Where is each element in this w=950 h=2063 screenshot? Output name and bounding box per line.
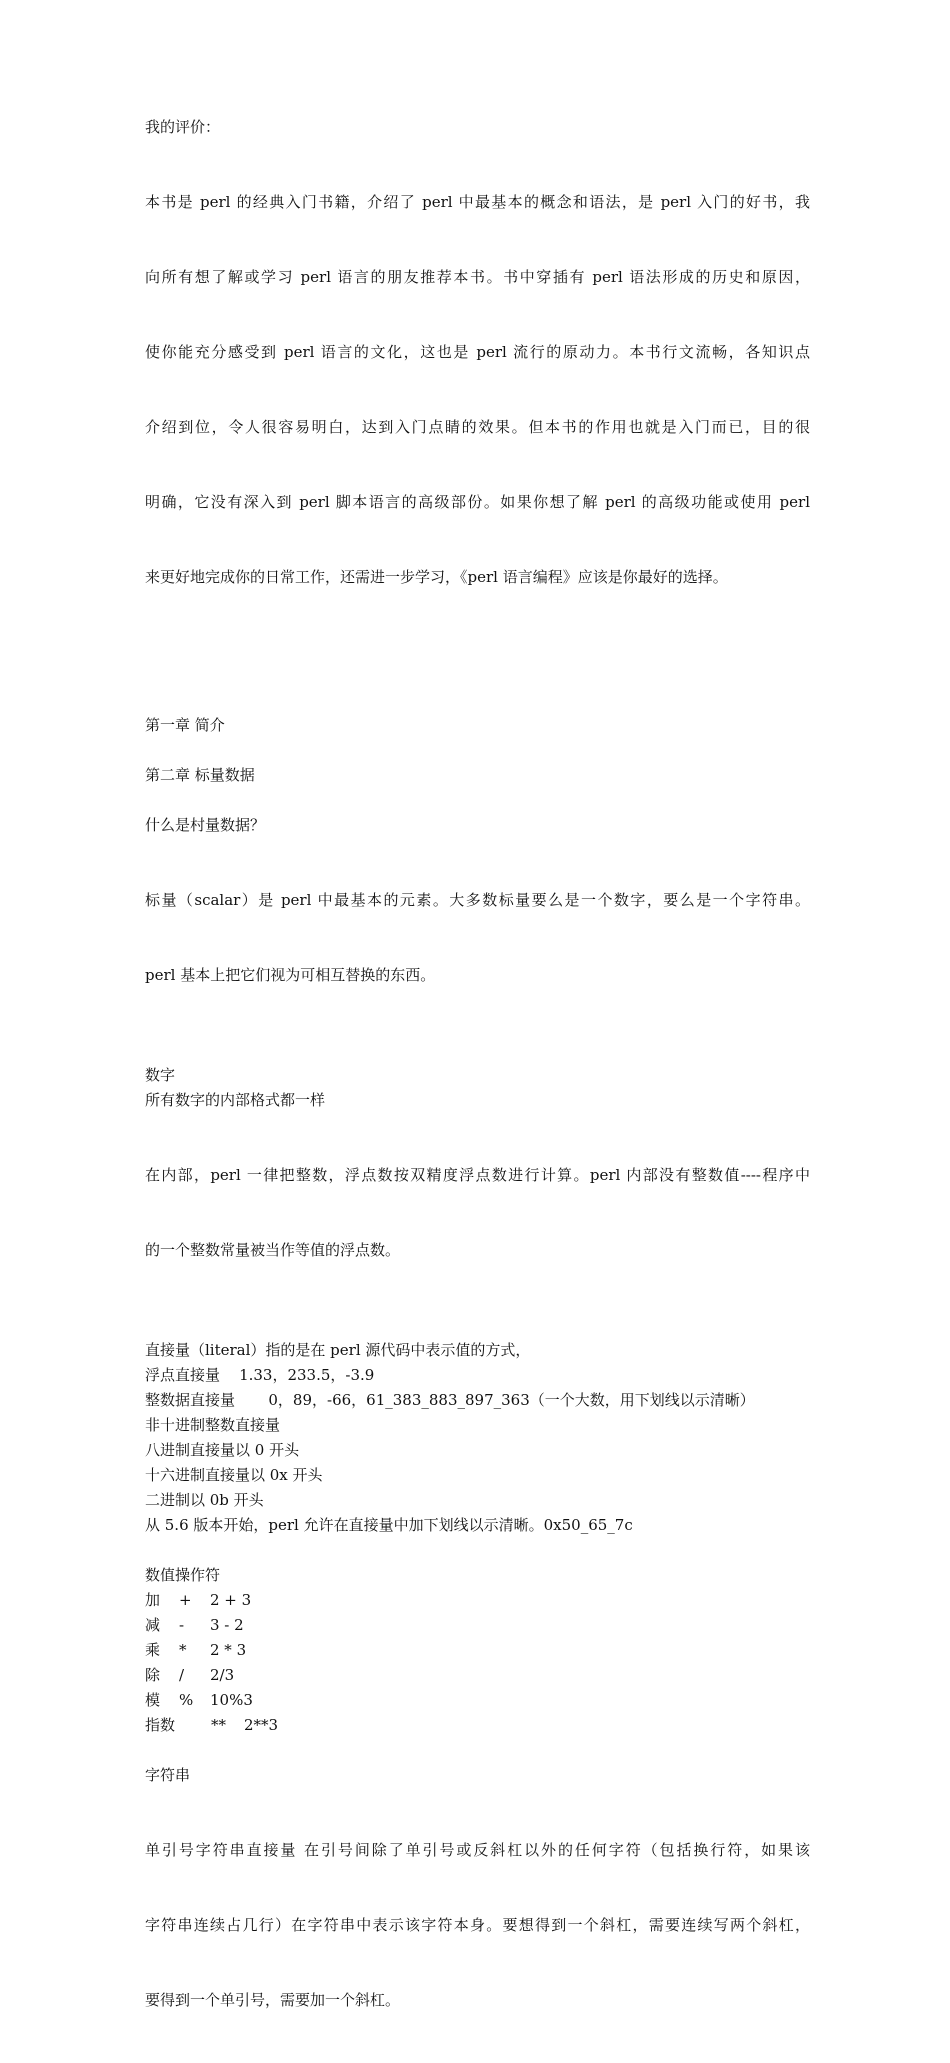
operator-symbol: - <box>179 1616 185 1634</box>
strings-line: 单引号字符串直接量 在引号间除了单引号或反斜杠以外的任何字符（包括换行符，如果该 <box>145 1841 810 1859</box>
scalar-line: perl 基本上把它们视为可相互替换的东西。 <box>145 966 436 984</box>
scalar-line: 标量（scalar）是 perl 中最基本的元素。大多数标量要么是一个数字，要么是一个字符串。 <box>145 891 810 909</box>
strings-paragraph <box>145 1788 810 2063</box>
review-line: 向所有想了解或学习 perl 语言的朋友推荐本书。书中穿插有 perl 语法形成的历史和原因， <box>145 268 810 286</box>
literal-nondecimal: 非十进制整数直接量 <box>145 1416 281 1434</box>
operator-example: 2/3 <box>210 1666 235 1684</box>
operator-symbol: / <box>179 1666 185 1684</box>
literal-underscore: 从 5.6 版本开始，perl 允许在直接量中加下划线以示清晰。0x50_65_7c <box>145 1516 633 1534</box>
strings-heading: 字符串 <box>145 1766 191 1784</box>
review-line: 明确，它没有深入到 perl 脚本语言的高级部份。如果你想了解 perl 的高级功能或使用 perl <box>145 493 810 511</box>
operator-example: 2 + 3 <box>210 1591 252 1609</box>
review-line: 本书是 perl 的经典入门书籍，介绍了 perl 中最基本的概念和语法，是 perl 入门的好书，我 <box>145 193 810 211</box>
operator-example: 2**3 <box>244 1716 279 1734</box>
operator-symbol: + <box>179 1591 192 1609</box>
operator-row <box>145 1663 810 1688</box>
literal-octal: 八进制直接量以 0 开头 <box>145 1441 300 1459</box>
operator-example: 3 - 2 <box>210 1616 244 1634</box>
numbers-line: 所有数字的内部格式都一样 <box>145 1091 326 1109</box>
chapter-2-title: 第二章 标量数据 <box>145 766 255 784</box>
operator-example: 10%3 <box>210 1691 253 1709</box>
operator-name: 模 <box>145 1691 161 1709</box>
literal-float: 浮点直接量 1.33，233.5，-3.9 <box>145 1366 375 1384</box>
operators-heading: 数值操作符 <box>145 1566 221 1584</box>
review-paragraph <box>145 140 810 640</box>
operator-name: 减 <box>145 1616 161 1634</box>
review-line: 使你能充分感受到 perl 语言的文化，这也是 perl 流行的原动力。本书行文流畅，各知识点 <box>145 343 810 361</box>
scalar-paragraph <box>145 838 810 1038</box>
operator-name: 加 <box>145 1591 161 1609</box>
literal-intro: 直接量（literal）指的是在 perl 源代码中表示值的方式， <box>145 1341 531 1359</box>
chapter-1-title: 第一章 简介 <box>145 716 225 734</box>
review-line: 介绍到位，令人很容易明白，达到入门点睛的效果。但本书的作用也就是入门而已，目的很 <box>145 418 810 436</box>
operator-row <box>145 1613 810 1638</box>
review-line: 来更好地完成你的日常工作，还需进一步学习，《perl 语言编程》应该是你最好的选择。 <box>145 568 728 586</box>
literal-integer: 整数据直接量 0，89，-66，61_383_883_897_363（一个大数，用下划线以示清晰） <box>145 1391 755 1409</box>
operator-name: 指数 <box>145 1716 176 1734</box>
operator-symbol: % <box>179 1691 194 1709</box>
operator-row <box>145 1688 810 1713</box>
scalar-heading: 什么是村量数据？ <box>145 816 266 834</box>
operator-name: 除 <box>145 1666 161 1684</box>
numbers-heading: 数字 <box>145 1066 176 1084</box>
literal-hex: 十六进制直接量以 0x 开头 <box>145 1466 323 1484</box>
operator-symbol: ** <box>211 1716 226 1734</box>
operator-row <box>145 1638 810 1663</box>
strings-line: 要得到一个单引号，需要加一个斜杠。 <box>145 1991 401 2009</box>
operator-example: 2 * 3 <box>210 1641 247 1659</box>
operator-name: 乘 <box>145 1641 161 1659</box>
review-heading: 我的评价： <box>145 118 221 136</box>
operator-row <box>145 1588 810 1613</box>
literal-binary: 二进制以 0b 开头 <box>145 1491 264 1509</box>
operator-symbol: * <box>179 1641 187 1659</box>
document-page <box>145 115 810 2063</box>
operator-row-power <box>145 1713 810 1738</box>
numbers-text-line: 的一个整数常量被当作等值的浮点数。 <box>145 1241 401 1259</box>
numbers-paragraph <box>145 1113 810 1313</box>
strings-line: 字符串连续占几行）在字符串中表示该字符本身。要想得到一个斜杠，需要连续写两个斜杠， <box>145 1916 810 1934</box>
numbers-text-line: 在内部，perl 一律把整数，浮点数按双精度浮点数进行计算。perl 内部没有整数值----程序中 <box>145 1166 810 1184</box>
